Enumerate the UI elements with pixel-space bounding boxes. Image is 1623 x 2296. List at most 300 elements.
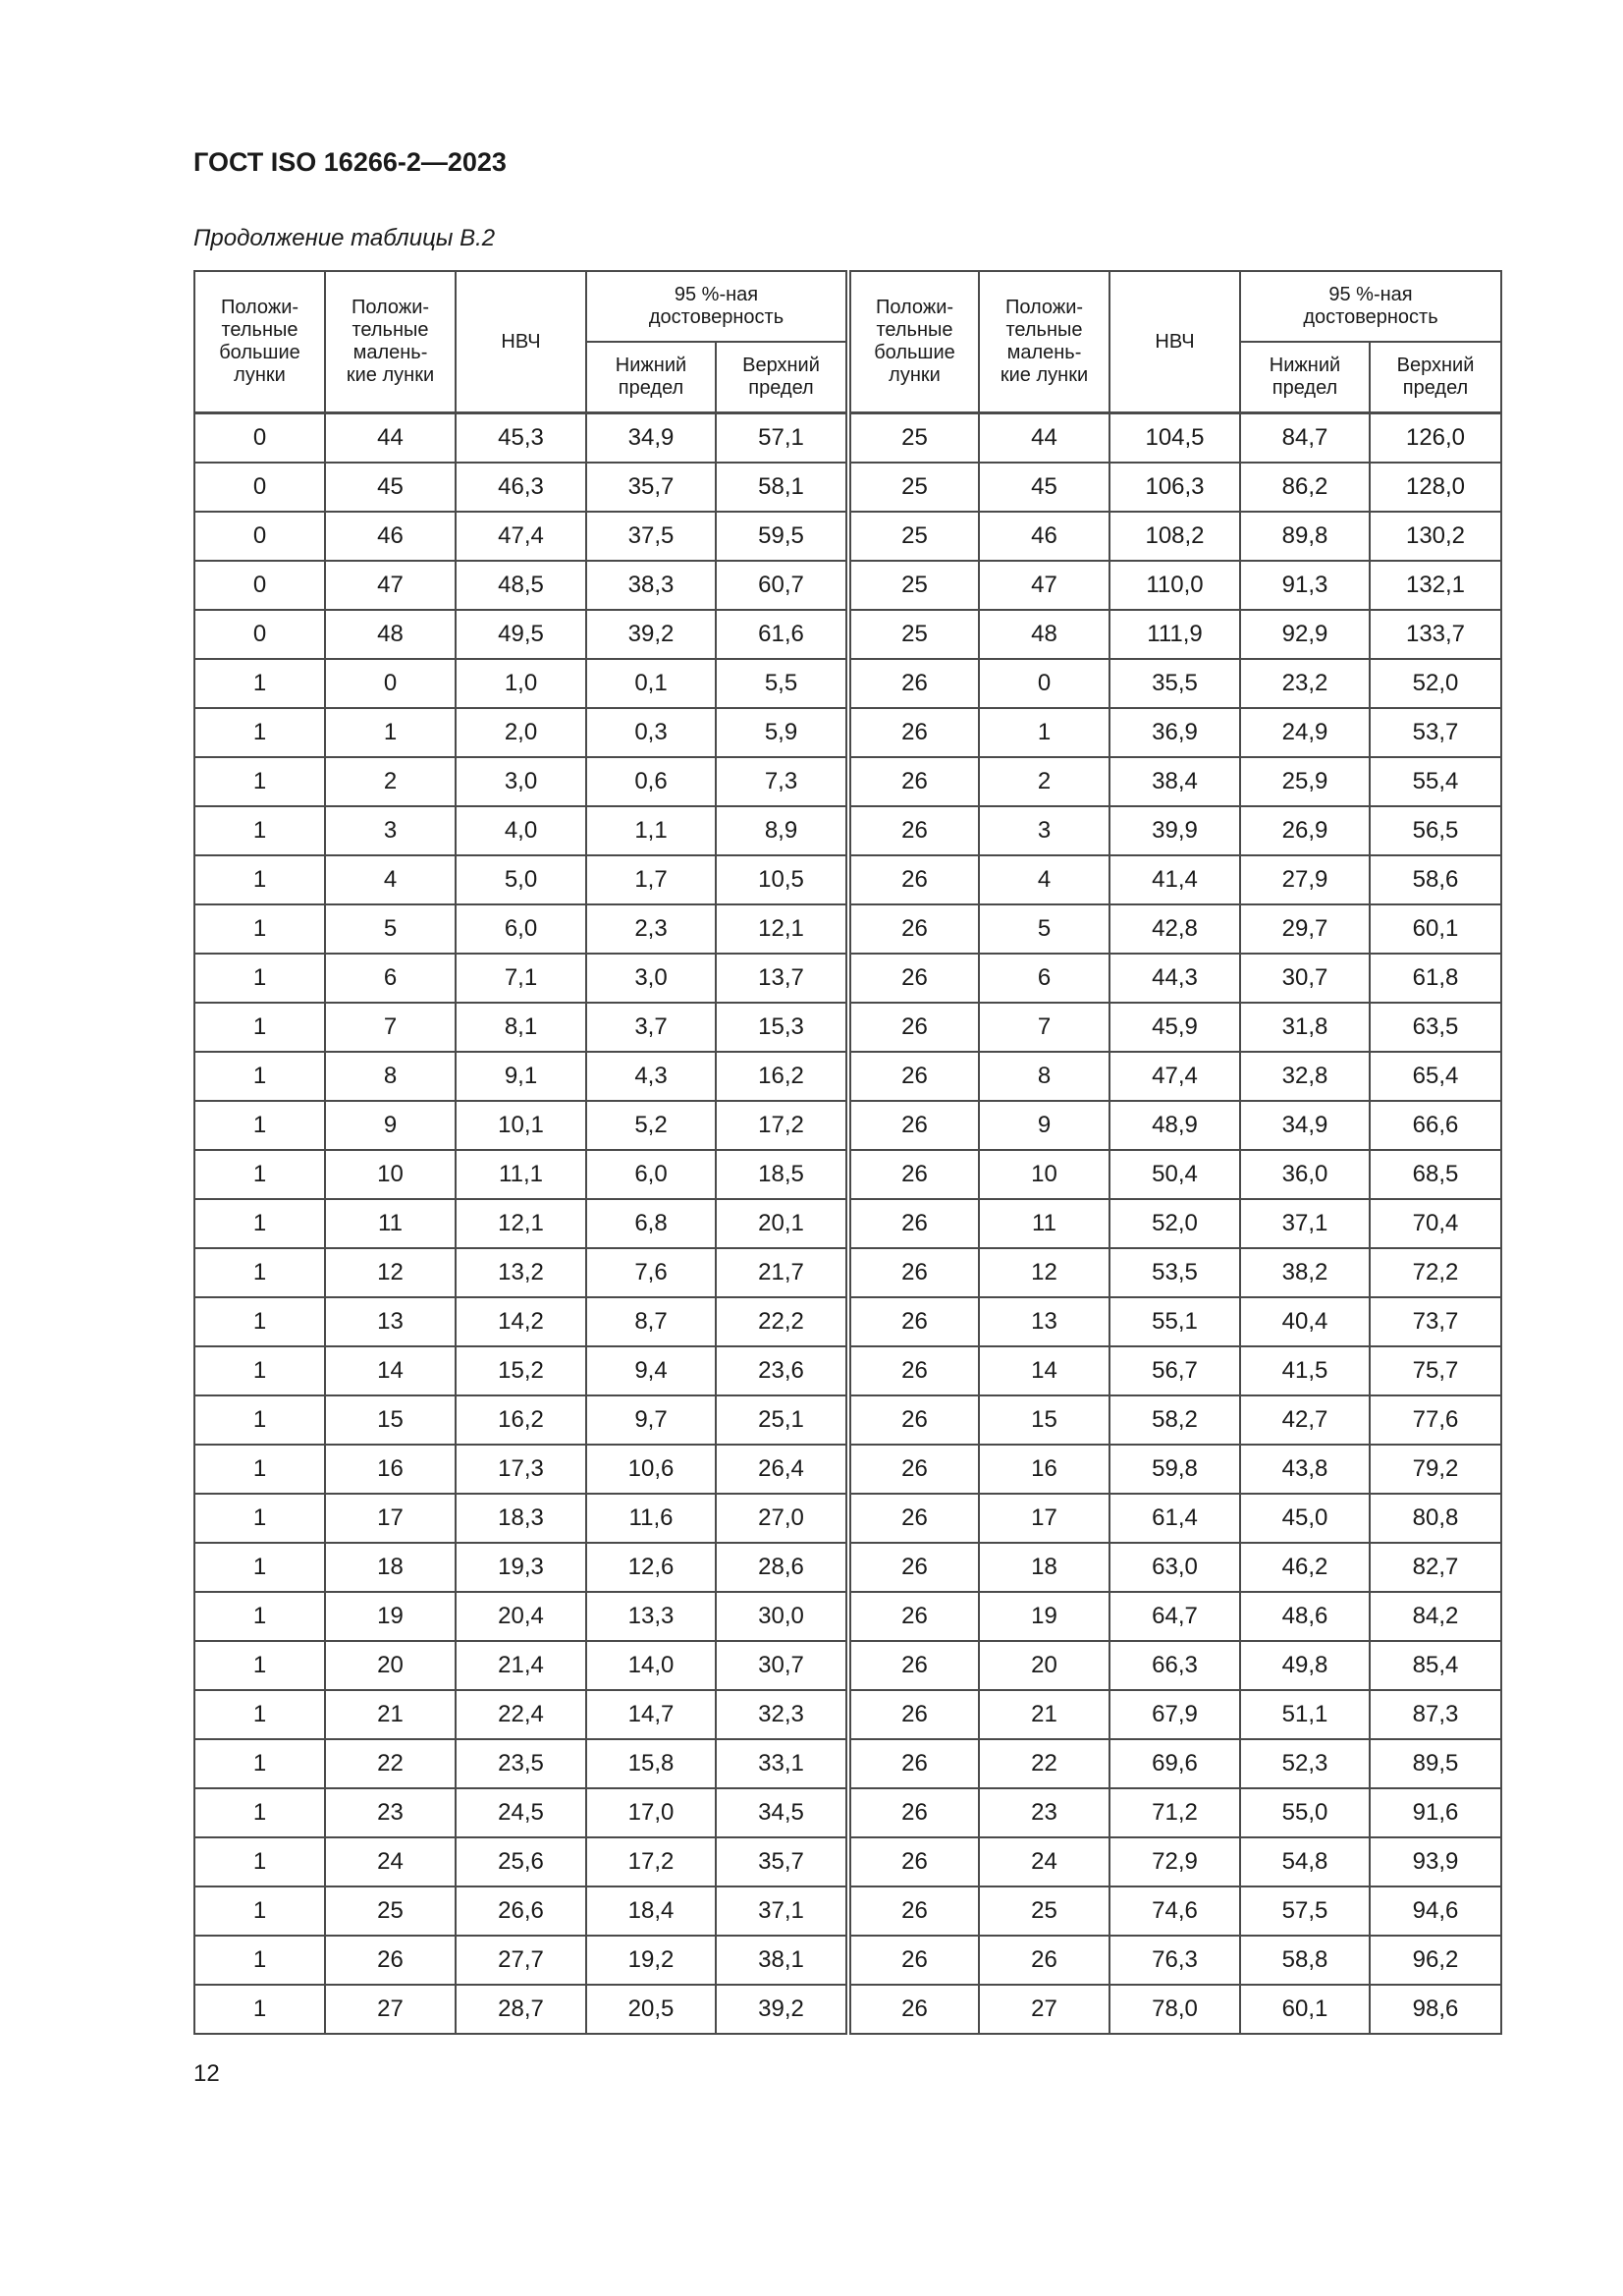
- cell-big-wells: 1: [194, 1936, 325, 1985]
- table-row: [194, 1690, 1501, 1739]
- cell-upper-limit: 8,9: [716, 806, 848, 855]
- cell-mpn: 47,4: [456, 512, 586, 561]
- cell-mpn: 59,8: [1109, 1445, 1240, 1494]
- cell-big-wells: 1: [194, 954, 325, 1003]
- cell-small-wells: 16: [979, 1445, 1109, 1494]
- cell-small-wells: 12: [979, 1248, 1109, 1297]
- cell-mpn: 66,3: [1109, 1641, 1240, 1690]
- cell-upper-limit: 79,2: [1370, 1445, 1501, 1494]
- cell-mpn: 27,7: [456, 1936, 586, 1985]
- cell-upper-limit: 128,0: [1370, 463, 1501, 512]
- cell-lower-limit: 89,8: [1240, 512, 1370, 561]
- cell-big-wells: 26: [848, 708, 979, 757]
- cell-small-wells: 4: [979, 855, 1109, 904]
- cell-big-wells: 1: [194, 806, 325, 855]
- cell-lower-limit: 34,9: [1240, 1101, 1370, 1150]
- cell-mpn: 58,2: [1109, 1395, 1240, 1445]
- cell-big-wells: 1: [194, 1101, 325, 1150]
- cell-lower-limit: 45,0: [1240, 1494, 1370, 1543]
- cell-lower-limit: 23,2: [1240, 659, 1370, 708]
- cell-upper-limit: 89,5: [1370, 1739, 1501, 1788]
- cell-lower-limit: 38,2: [1240, 1248, 1370, 1297]
- cell-big-wells: 26: [848, 1543, 979, 1592]
- table-row: [194, 1150, 1501, 1199]
- cell-mpn: 104,5: [1109, 413, 1240, 464]
- cell-upper-limit: 28,6: [716, 1543, 848, 1592]
- header-upper-limit: Верхний предел: [716, 342, 848, 413]
- cell-big-wells: 1: [194, 1837, 325, 1886]
- cell-big-wells: 26: [848, 1150, 979, 1199]
- cell-mpn: 16,2: [456, 1395, 586, 1445]
- cell-big-wells: 26: [848, 1985, 979, 2034]
- cell-small-wells: 16: [325, 1445, 456, 1494]
- header-mpn: НВЧ: [456, 271, 586, 413]
- cell-big-wells: 0: [194, 413, 325, 464]
- cell-big-wells: 26: [848, 1936, 979, 1985]
- cell-big-wells: 1: [194, 1592, 325, 1641]
- cell-big-wells: 26: [848, 757, 979, 806]
- cell-mpn: 1,0: [456, 659, 586, 708]
- table-row: [194, 904, 1501, 954]
- cell-small-wells: 18: [979, 1543, 1109, 1592]
- cell-upper-limit: 25,1: [716, 1395, 848, 1445]
- cell-lower-limit: 37,5: [586, 512, 716, 561]
- cell-big-wells: 1: [194, 1543, 325, 1592]
- cell-upper-limit: 77,6: [1370, 1395, 1501, 1445]
- cell-mpn: 6,0: [456, 904, 586, 954]
- cell-lower-limit: 42,7: [1240, 1395, 1370, 1445]
- cell-small-wells: 48: [325, 610, 456, 659]
- cell-big-wells: 26: [848, 904, 979, 954]
- cell-big-wells: 26: [848, 1395, 979, 1445]
- cell-small-wells: 12: [325, 1248, 456, 1297]
- table-row: [194, 1101, 1501, 1150]
- cell-big-wells: 26: [848, 1445, 979, 1494]
- cell-lower-limit: 1,7: [586, 855, 716, 904]
- cell-mpn: 48,9: [1109, 1101, 1240, 1150]
- cell-small-wells: 23: [325, 1788, 456, 1837]
- cell-small-wells: 4: [325, 855, 456, 904]
- cell-small-wells: 20: [325, 1641, 456, 1690]
- cell-lower-limit: 57,5: [1240, 1886, 1370, 1936]
- cell-mpn: 78,0: [1109, 1985, 1240, 2034]
- cell-upper-limit: 15,3: [716, 1003, 848, 1052]
- cell-upper-limit: 32,3: [716, 1690, 848, 1739]
- cell-upper-limit: 53,7: [1370, 708, 1501, 757]
- cell-upper-limit: 60,1: [1370, 904, 1501, 954]
- header-confidence: 95 %-ная достоверность: [1240, 271, 1501, 342]
- cell-upper-limit: 75,7: [1370, 1346, 1501, 1395]
- cell-mpn: 45,9: [1109, 1003, 1240, 1052]
- cell-upper-limit: 12,1: [716, 904, 848, 954]
- header-small-wells: Положи- тельные малень- кие лунки: [325, 271, 456, 413]
- cell-lower-limit: 29,7: [1240, 904, 1370, 954]
- cell-big-wells: 1: [194, 659, 325, 708]
- cell-small-wells: 22: [979, 1739, 1109, 1788]
- cell-upper-limit: 16,2: [716, 1052, 848, 1101]
- table-row: [194, 954, 1501, 1003]
- cell-small-wells: 19: [979, 1592, 1109, 1641]
- cell-upper-limit: 58,6: [1370, 855, 1501, 904]
- cell-big-wells: 1: [194, 1739, 325, 1788]
- cell-small-wells: 3: [979, 806, 1109, 855]
- cell-small-wells: 7: [979, 1003, 1109, 1052]
- table-row: [194, 708, 1501, 757]
- header-big-wells: Положи- тельные большие лунки: [848, 271, 979, 413]
- cell-upper-limit: 126,0: [1370, 413, 1501, 464]
- cell-big-wells: 1: [194, 1641, 325, 1690]
- cell-lower-limit: 10,6: [586, 1445, 716, 1494]
- cell-small-wells: 10: [325, 1150, 456, 1199]
- header-mpn: НВЧ: [1109, 271, 1240, 413]
- header-upper-limit: Верхний предел: [1370, 342, 1501, 413]
- cell-mpn: 106,3: [1109, 463, 1240, 512]
- cell-small-wells: 13: [325, 1297, 456, 1346]
- cell-mpn: 111,9: [1109, 610, 1240, 659]
- cell-lower-limit: 11,6: [586, 1494, 716, 1543]
- cell-small-wells: 2: [325, 757, 456, 806]
- cell-lower-limit: 46,2: [1240, 1543, 1370, 1592]
- cell-lower-limit: 6,0: [586, 1150, 716, 1199]
- cell-mpn: 41,4: [1109, 855, 1240, 904]
- table-row: [194, 1837, 1501, 1886]
- cell-big-wells: 1: [194, 1494, 325, 1543]
- cell-upper-limit: 30,0: [716, 1592, 848, 1641]
- table-row: [194, 1003, 1501, 1052]
- cell-mpn: 47,4: [1109, 1052, 1240, 1101]
- cell-small-wells: 5: [325, 904, 456, 954]
- cell-lower-limit: 55,0: [1240, 1788, 1370, 1837]
- cell-mpn: 63,0: [1109, 1543, 1240, 1592]
- cell-big-wells: 1: [194, 1690, 325, 1739]
- cell-small-wells: 18: [325, 1543, 456, 1592]
- cell-small-wells: 15: [979, 1395, 1109, 1445]
- cell-big-wells: 1: [194, 855, 325, 904]
- cell-mpn: 67,9: [1109, 1690, 1240, 1739]
- cell-lower-limit: 9,4: [586, 1346, 716, 1395]
- table-row: [194, 413, 1501, 464]
- cell-mpn: 69,6: [1109, 1739, 1240, 1788]
- cell-big-wells: 1: [194, 1297, 325, 1346]
- cell-big-wells: 26: [848, 1641, 979, 1690]
- cell-lower-limit: 13,3: [586, 1592, 716, 1641]
- cell-small-wells: 20: [979, 1641, 1109, 1690]
- cell-upper-limit: 73,7: [1370, 1297, 1501, 1346]
- cell-mpn: 38,4: [1109, 757, 1240, 806]
- cell-mpn: 11,1: [456, 1150, 586, 1199]
- cell-small-wells: 5: [979, 904, 1109, 954]
- cell-big-wells: 1: [194, 1445, 325, 1494]
- cell-mpn: 8,1: [456, 1003, 586, 1052]
- cell-upper-limit: 33,1: [716, 1739, 848, 1788]
- cell-mpn: 71,2: [1109, 1788, 1240, 1837]
- cell-mpn: 64,7: [1109, 1592, 1240, 1641]
- header-lower-limit: Нижний предел: [586, 342, 716, 413]
- table-row: [194, 1052, 1501, 1101]
- cell-big-wells: 0: [194, 610, 325, 659]
- cell-upper-limit: 84,2: [1370, 1592, 1501, 1641]
- cell-big-wells: 26: [848, 1101, 979, 1150]
- cell-upper-limit: 37,1: [716, 1886, 848, 1936]
- cell-upper-limit: 23,6: [716, 1346, 848, 1395]
- cell-mpn: 56,7: [1109, 1346, 1240, 1395]
- cell-small-wells: 46: [979, 512, 1109, 561]
- cell-upper-limit: 87,3: [1370, 1690, 1501, 1739]
- cell-upper-limit: 38,1: [716, 1936, 848, 1985]
- cell-small-wells: 26: [979, 1936, 1109, 1985]
- table-row: [194, 855, 1501, 904]
- cell-upper-limit: 57,1: [716, 413, 848, 464]
- cell-upper-limit: 66,6: [1370, 1101, 1501, 1150]
- cell-big-wells: 0: [194, 512, 325, 561]
- cell-small-wells: 24: [325, 1837, 456, 1886]
- cell-mpn: 14,2: [456, 1297, 586, 1346]
- cell-big-wells: 25: [848, 610, 979, 659]
- cell-lower-limit: 49,8: [1240, 1641, 1370, 1690]
- table-row: [194, 1985, 1501, 2034]
- cell-mpn: 26,6: [456, 1886, 586, 1936]
- cell-lower-limit: 0,1: [586, 659, 716, 708]
- cell-lower-limit: 3,0: [586, 954, 716, 1003]
- cell-lower-limit: 60,1: [1240, 1985, 1370, 2034]
- table-row: [194, 1346, 1501, 1395]
- cell-small-wells: 47: [979, 561, 1109, 610]
- cell-small-wells: 21: [979, 1690, 1109, 1739]
- cell-mpn: 72,9: [1109, 1837, 1240, 1886]
- cell-big-wells: 26: [848, 1592, 979, 1641]
- page-number: 12: [193, 2060, 220, 2087]
- cell-upper-limit: 5,9: [716, 708, 848, 757]
- cell-big-wells: 25: [848, 512, 979, 561]
- cell-small-wells: 6: [979, 954, 1109, 1003]
- header-confidence: 95 %-ная достоверность: [586, 271, 848, 342]
- cell-upper-limit: 91,6: [1370, 1788, 1501, 1837]
- cell-lower-limit: 91,3: [1240, 561, 1370, 610]
- cell-upper-limit: 65,4: [1370, 1052, 1501, 1101]
- cell-big-wells: 26: [848, 1052, 979, 1101]
- cell-small-wells: 0: [325, 659, 456, 708]
- cell-mpn: 76,3: [1109, 1936, 1240, 1985]
- header-big-wells: Положи- тельные большие лунки: [194, 271, 325, 413]
- cell-small-wells: 6: [325, 954, 456, 1003]
- cell-mpn: 3,0: [456, 757, 586, 806]
- cell-lower-limit: 4,3: [586, 1052, 716, 1101]
- table-row: [194, 512, 1501, 561]
- cell-mpn: 12,1: [456, 1199, 586, 1248]
- cell-big-wells: 1: [194, 757, 325, 806]
- table-row: [194, 1297, 1501, 1346]
- cell-big-wells: 26: [848, 1494, 979, 1543]
- cell-big-wells: 26: [848, 954, 979, 1003]
- cell-lower-limit: 5,2: [586, 1101, 716, 1150]
- cell-small-wells: 3: [325, 806, 456, 855]
- cell-big-wells: 1: [194, 1052, 325, 1101]
- cell-upper-limit: 13,7: [716, 954, 848, 1003]
- table-row: [194, 1592, 1501, 1641]
- cell-upper-limit: 20,1: [716, 1199, 848, 1248]
- header-small-wells: Положи- тельные малень- кие лунки: [979, 271, 1109, 413]
- cell-big-wells: 25: [848, 413, 979, 464]
- table-row: [194, 1494, 1501, 1543]
- cell-upper-limit: 63,5: [1370, 1003, 1501, 1052]
- cell-small-wells: 46: [325, 512, 456, 561]
- cell-upper-limit: 34,5: [716, 1788, 848, 1837]
- table-row: [194, 1199, 1501, 1248]
- cell-big-wells: 1: [194, 1985, 325, 2034]
- cell-mpn: 39,9: [1109, 806, 1240, 855]
- cell-upper-limit: 58,1: [716, 463, 848, 512]
- cell-small-wells: 8: [979, 1052, 1109, 1101]
- cell-big-wells: 26: [848, 1788, 979, 1837]
- cell-mpn: 35,5: [1109, 659, 1240, 708]
- cell-lower-limit: 25,9: [1240, 757, 1370, 806]
- cell-upper-limit: 55,4: [1370, 757, 1501, 806]
- cell-mpn: 50,4: [1109, 1150, 1240, 1199]
- table-row: [194, 463, 1501, 512]
- cell-upper-limit: 132,1: [1370, 561, 1501, 610]
- cell-mpn: 4,0: [456, 806, 586, 855]
- cell-upper-limit: 133,7: [1370, 610, 1501, 659]
- cell-small-wells: 10: [979, 1150, 1109, 1199]
- cell-mpn: 21,4: [456, 1641, 586, 1690]
- cell-small-wells: 21: [325, 1690, 456, 1739]
- cell-upper-limit: 98,6: [1370, 1985, 1501, 2034]
- cell-small-wells: 13: [979, 1297, 1109, 1346]
- cell-small-wells: 17: [979, 1494, 1109, 1543]
- cell-big-wells: 1: [194, 1886, 325, 1936]
- cell-big-wells: 1: [194, 1003, 325, 1052]
- cell-big-wells: 25: [848, 561, 979, 610]
- cell-lower-limit: 19,2: [586, 1936, 716, 1985]
- cell-mpn: 52,0: [1109, 1199, 1240, 1248]
- cell-lower-limit: 9,7: [586, 1395, 716, 1445]
- cell-lower-limit: 38,3: [586, 561, 716, 610]
- cell-mpn: 24,5: [456, 1788, 586, 1837]
- cell-mpn: 2,0: [456, 708, 586, 757]
- cell-small-wells: 1: [325, 708, 456, 757]
- cell-mpn: 61,4: [1109, 1494, 1240, 1543]
- cell-lower-limit: 40,4: [1240, 1297, 1370, 1346]
- cell-upper-limit: 68,5: [1370, 1150, 1501, 1199]
- cell-upper-limit: 7,3: [716, 757, 848, 806]
- table-row: [194, 1445, 1501, 1494]
- cell-big-wells: 26: [848, 1297, 979, 1346]
- cell-small-wells: 8: [325, 1052, 456, 1101]
- header-lower-limit: Нижний предел: [1240, 342, 1370, 413]
- cell-big-wells: 1: [194, 1395, 325, 1445]
- cell-small-wells: 9: [325, 1101, 456, 1150]
- table-body: [194, 413, 1501, 2035]
- table-container: [193, 270, 1500, 2035]
- cell-upper-limit: 80,8: [1370, 1494, 1501, 1543]
- cell-small-wells: 19: [325, 1592, 456, 1641]
- cell-upper-limit: 82,7: [1370, 1543, 1501, 1592]
- cell-upper-limit: 93,9: [1370, 1837, 1501, 1886]
- table-row: [194, 1395, 1501, 1445]
- cell-mpn: 15,2: [456, 1346, 586, 1395]
- cell-mpn: 45,3: [456, 413, 586, 464]
- cell-mpn: 5,0: [456, 855, 586, 904]
- cell-big-wells: 26: [848, 1003, 979, 1052]
- cell-mpn: 22,4: [456, 1690, 586, 1739]
- cell-big-wells: 26: [848, 1199, 979, 1248]
- cell-mpn: 55,1: [1109, 1297, 1240, 1346]
- cell-upper-limit: 5,5: [716, 659, 848, 708]
- cell-lower-limit: 15,8: [586, 1739, 716, 1788]
- cell-lower-limit: 54,8: [1240, 1837, 1370, 1886]
- cell-lower-limit: 48,6: [1240, 1592, 1370, 1641]
- cell-lower-limit: 84,7: [1240, 413, 1370, 464]
- cell-big-wells: 26: [848, 1690, 979, 1739]
- cell-mpn: 49,5: [456, 610, 586, 659]
- cell-small-wells: 24: [979, 1837, 1109, 1886]
- cell-upper-limit: 60,7: [716, 561, 848, 610]
- cell-lower-limit: 36,0: [1240, 1150, 1370, 1199]
- cell-mpn: 25,6: [456, 1837, 586, 1886]
- cell-big-wells: 0: [194, 463, 325, 512]
- table-row: [194, 1248, 1501, 1297]
- cell-mpn: 17,3: [456, 1445, 586, 1494]
- cell-lower-limit: 34,9: [586, 413, 716, 464]
- cell-upper-limit: 130,2: [1370, 512, 1501, 561]
- cell-mpn: 48,5: [456, 561, 586, 610]
- cell-upper-limit: 72,2: [1370, 1248, 1501, 1297]
- cell-mpn: 74,6: [1109, 1886, 1240, 1936]
- cell-small-wells: 15: [325, 1395, 456, 1445]
- cell-big-wells: 1: [194, 708, 325, 757]
- cell-mpn: 19,3: [456, 1543, 586, 1592]
- cell-lower-limit: 24,9: [1240, 708, 1370, 757]
- cell-small-wells: 48: [979, 610, 1109, 659]
- cell-upper-limit: 27,0: [716, 1494, 848, 1543]
- cell-mpn: 53,5: [1109, 1248, 1240, 1297]
- cell-mpn: 36,9: [1109, 708, 1240, 757]
- cell-small-wells: 7: [325, 1003, 456, 1052]
- cell-big-wells: 1: [194, 1150, 325, 1199]
- table-row: [194, 1788, 1501, 1837]
- cell-lower-limit: 86,2: [1240, 463, 1370, 512]
- cell-big-wells: 25: [848, 463, 979, 512]
- cell-mpn: 13,2: [456, 1248, 586, 1297]
- cell-lower-limit: 26,9: [1240, 806, 1370, 855]
- cell-small-wells: 45: [325, 463, 456, 512]
- mpn-table: [193, 270, 1502, 2035]
- cell-small-wells: 23: [979, 1788, 1109, 1837]
- cell-lower-limit: 2,3: [586, 904, 716, 954]
- cell-upper-limit: 52,0: [1370, 659, 1501, 708]
- cell-small-wells: 0: [979, 659, 1109, 708]
- cell-upper-limit: 70,4: [1370, 1199, 1501, 1248]
- cell-upper-limit: 21,7: [716, 1248, 848, 1297]
- cell-lower-limit: 58,8: [1240, 1936, 1370, 1985]
- table-row: [194, 1936, 1501, 1985]
- cell-mpn: 42,8: [1109, 904, 1240, 954]
- cell-upper-limit: 35,7: [716, 1837, 848, 1886]
- cell-mpn: 10,1: [456, 1101, 586, 1150]
- cell-big-wells: 26: [848, 855, 979, 904]
- cell-lower-limit: 17,2: [586, 1837, 716, 1886]
- cell-upper-limit: 59,5: [716, 512, 848, 561]
- document-title: ГОСТ ISO 16266-2—2023: [193, 147, 507, 177]
- cell-mpn: 23,5: [456, 1739, 586, 1788]
- cell-lower-limit: 1,1: [586, 806, 716, 855]
- cell-small-wells: 14: [325, 1346, 456, 1395]
- cell-lower-limit: 7,6: [586, 1248, 716, 1297]
- cell-lower-limit: 14,7: [586, 1690, 716, 1739]
- cell-lower-limit: 0,6: [586, 757, 716, 806]
- cell-small-wells: 45: [979, 463, 1109, 512]
- cell-upper-limit: 10,5: [716, 855, 848, 904]
